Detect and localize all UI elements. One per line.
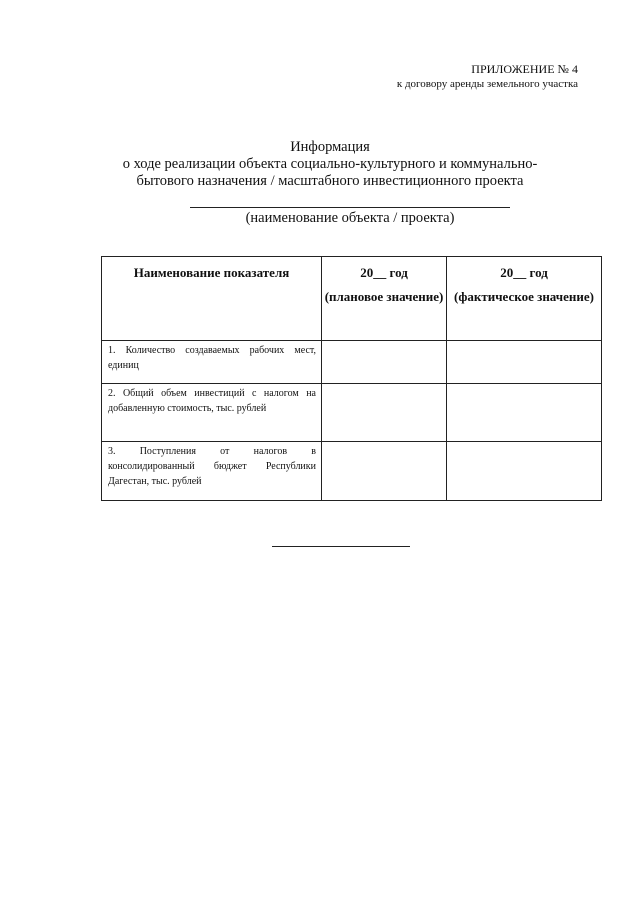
table-header-row bbox=[102, 257, 602, 341]
actual-value-cell[interactable] bbox=[447, 442, 602, 501]
row-label: 1. Количество создаваемых рабочих мест, единиц bbox=[102, 341, 322, 384]
planned-value-cell[interactable] bbox=[322, 384, 447, 442]
header-actual-year bbox=[447, 257, 602, 341]
title-line-3: бытового назначения / масштабного инвестиционного проекта bbox=[136, 173, 524, 189]
planned-value-cell[interactable] bbox=[322, 341, 447, 384]
table-row bbox=[102, 384, 602, 442]
row-label: 3. Поступления от налогов в консолидированный бюджет Республики Дагестан, тыс. рублей bbox=[102, 442, 322, 501]
actual-value-cell[interactable] bbox=[447, 384, 602, 442]
header-planned-subtitle: (плановое значение) bbox=[324, 289, 444, 304]
header-planned-year-text: 20__ год bbox=[360, 265, 408, 280]
header-actual-subtitle: (фактическое значение) bbox=[454, 289, 594, 304]
object-name-caption: (наименование объекта / проекта) bbox=[245, 210, 455, 226]
end-separator-line bbox=[272, 546, 410, 547]
actual-value-cell[interactable] bbox=[447, 341, 602, 384]
header-indicator-name bbox=[102, 257, 322, 341]
row-label: 2. Общий объем инвестиций с налогом на добавленную стоимость, тыс. рублей bbox=[102, 384, 322, 442]
document-title bbox=[80, 139, 580, 190]
header-planned-year bbox=[322, 257, 447, 341]
header-actual-year-text: 20__ год bbox=[500, 265, 548, 280]
indicators-table bbox=[101, 256, 602, 501]
title-line-1: Информация bbox=[290, 139, 370, 155]
object-name-line bbox=[190, 207, 510, 208]
appendix-title: ПРИЛОЖЕНИЕ № 4 bbox=[471, 62, 578, 76]
table-row bbox=[102, 341, 602, 384]
header-indicator-name-text: Наименование показателя bbox=[133, 265, 290, 280]
appendix-subtitle: к договору аренды земельного участка bbox=[396, 78, 578, 90]
planned-value-cell[interactable] bbox=[322, 442, 447, 501]
appendix-header bbox=[397, 62, 578, 92]
table-row bbox=[102, 442, 602, 501]
title-line-2: о ходе реализации объекта социально-культурного и коммунально- bbox=[122, 156, 538, 172]
